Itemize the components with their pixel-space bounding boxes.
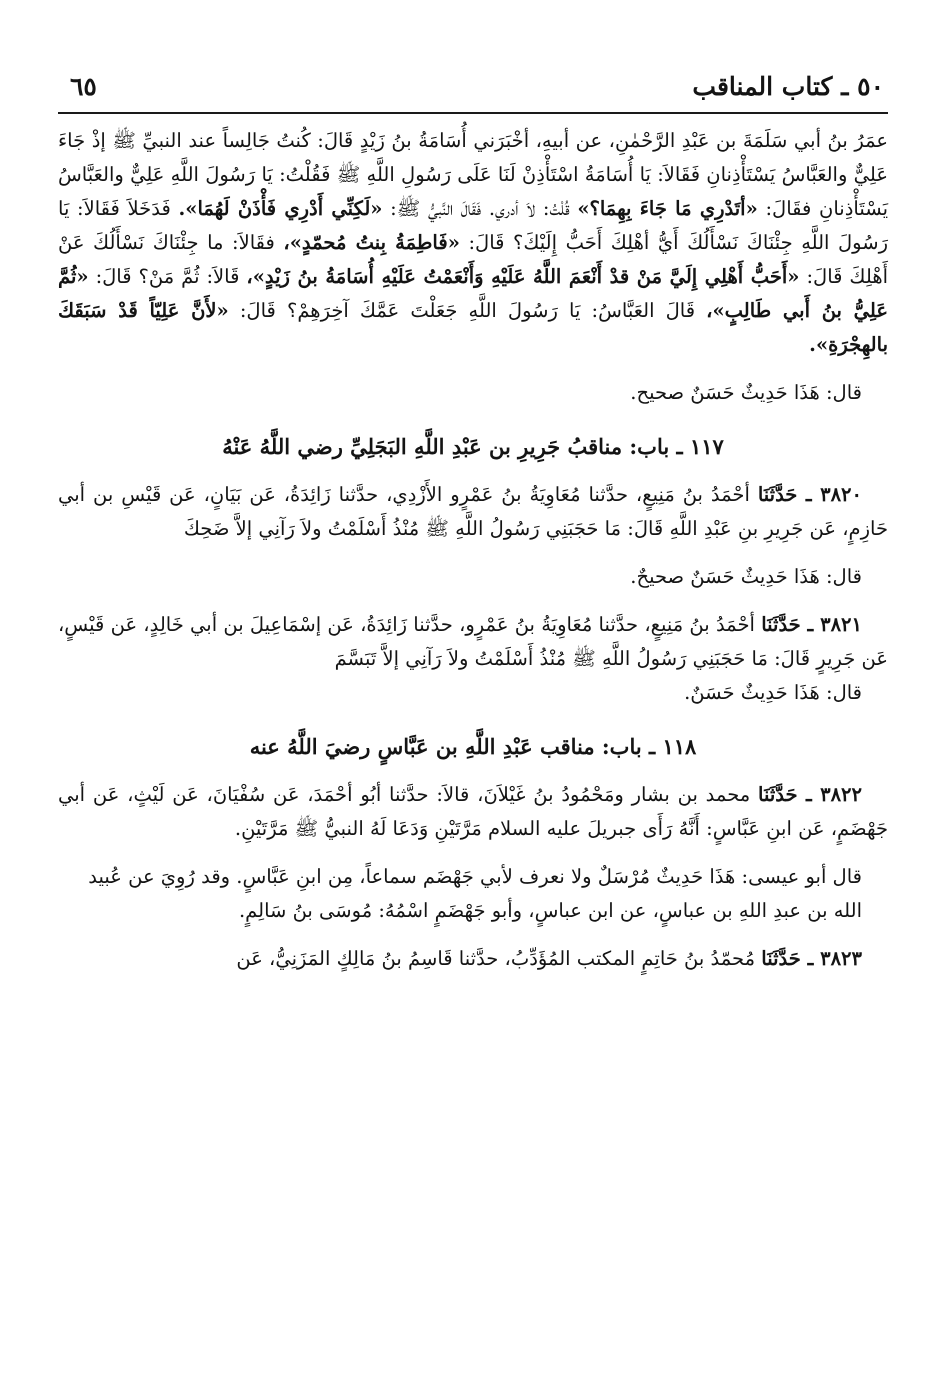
hadith-text: أحْمَدُ بنُ مَنِيعٍ، حدَّثنا مُعَاوِيَةُ بنُ عَمْرٍو الأَزْدِي، حدَّثنا زَائِدَةُ، عَن بَيَانٍ، عَن قَيْسِ بن أبي حَازِمٍ، عَن جَرِيرِ بنِ عَبْدِ اللَّهِ قَالَ: مَا حَجَبَنِي رَسُولُ اللَّهِ ﷺ مُنْذُ أَسْلَمْتُ ولاَ رَآنِي إلاَّ ضَحِكَ — [58, 483, 888, 540]
page-number: ٦٥ — [70, 72, 97, 101]
grading-note: قال: هَذَا حَدِيثٌ حَسَنٌ صحيح. — [630, 381, 862, 404]
prophet-speech: «أَحَبُّ أَهْلِي إِلَيَّ مَنْ قدْ أَنْعَمَ اللَّهُ عَلَيْهِ وَأَنْعَمْتُ عَلَيْهِ أُسَامَةُ بنُ زَيْدٍ»، — [246, 265, 800, 288]
hadith-number: ٣٨٢١ ـ حَدَّثَنَا — [761, 613, 863, 636]
hadith-text: أحْمَدُ بنُ مَنِيعٍ، حدَّثنا مُعَاوِيَةُ بنُ عَمْرٍو، حدَّثنا زَائِدَةُ، عَن إسْمَاعِيلَ بن أبي خَالِدٍ، عَن قَيْسٍ، عَن جَرِيرٍ قَالَ: مَا حَجَبَنِي رَسُولُ اللَّهِ ﷺ مُنْذُ أَسْلَمْتُ ولاَ رَآنِي إلاَّ تَبَسَّمَ — [58, 613, 888, 670]
grading-note: قال: هَذَا حَدِيثٌ حَسَنٌ. — [684, 681, 862, 704]
hadith-3823 — [58, 942, 888, 976]
hadith-3821 — [58, 608, 888, 676]
commentary-note: قال أبو عيسى: هَذَا حَدِيثٌ مُرْسَلٌ ولا نعرف لأبي جَهْضَم سماعاً، مِن ابنِ عَبَّاسٍ. وقد رُوِيَ عن عُبيد الله بن عبدِ اللهِ بن عباسٍ، عن ابن عباسٍ، وأبو جَهْضَمٍ اسْمُهُ: مُوسَى بنُ سَالِمٍ. — [88, 865, 862, 922]
text-segment: فَدَخَلاَ فَقَالاَ: يَا رَسُولَ اللَّهِ جِئْنَاكَ نَسْأَلُكَ أَيُّ أهْلِكَ أَحَبُّ إِلَيْكَ؟ قَالَ: — [58, 197, 889, 254]
prophet-speech: «لأَنَّ عَلِيّاً قَدْ سَبَقَكَ بالهِجْرَةِ». — [58, 299, 888, 356]
running-header — [58, 60, 888, 114]
text-segment: قُلْتُ: لاَ أدري. فَقَالَ النَّبيُّ ﷺ: — [390, 197, 570, 220]
text-segment: قَالاَ: ثُمَّ مَنْ؟ قَالَ: — [95, 265, 240, 288]
hadith-text: محمد بن بشار ومَحْمُودُ بنُ غَيْلاَنَ، قالاَ: حدَّثنا أبُو أحْمَدَ، عَن سُفْيَانَ، عَن لَيْثٍ، عَن أبي جَهْضَمٍ، عَن ابنِ عَبَّاسٍ: أَنَّهُ رَأَى جبريلَ عليه السلام مَرَّتَيْنِ وَدَعَا لَهُ النبيُّ ﷺ مَرَّتَيْنِ. — [58, 783, 888, 840]
chapter-heading-118: ١١٨ ـ باب: مناقب عَبْدِ اللَّهِ بن عَبَّاسٍ رضيَ اللَّهُ عنه — [249, 734, 697, 759]
hadith-number: ٣٨٢٣ ـ حَدَّثَنَا — [761, 947, 862, 970]
text-segment: فقَالاَ: ما جِئْنَاكَ نَسْأَلُكَ عَنْ أَهْلِكَ قَالَ: — [58, 231, 889, 288]
prophet-speech: «فَاطِمَةُ بِنتُ مُحمّدٍ»، — [283, 231, 460, 254]
grading-note: قال: هَذَا حَدِيثٌ حَسَنٌ صحيحٌ. — [630, 565, 862, 588]
prophet-speech: «أتَدْرِي مَا جَاءَ بِهِمَا؟» — [577, 197, 758, 220]
prophet-speech: «لَكِنِّي أَدْرِي فَأْذَنْ لَهُمَا». — [178, 197, 383, 220]
chapter-heading-117: ١١٧ ـ باب: مناقبُ جَرِيرِ بن عَبْدِ اللَّهِ البَجَلِيِّ رضي اللَّهُ عَنْهُ — [222, 434, 724, 459]
text-segment: عمَرُ بنُ أبي سَلَمَةَ بن عَبْدِ الرَّحْمٰنِ، عن أبيهِ، أخْبَرَني أُسَامَةُ بنُ زَيْدٍ قَالَ: كُنتُ جَالِساً عند النبيِّ ﷺ إذْ جَاءَ عَلِيٌّ والعَبَّاسُ يَسْتَأْذِنانِ فَقَالاَ: يَا أُسَامَةُ اسْتَأْذِنْ لَنَا عَلَى رَسُولِ اللَّهِ ﷺ فَقُلْتُ: يَا رَسُولَ اللَّهِ عَلِيٌّ والعَبَّاسُ يَسْتَأْذِنانِ فقَالَ: — [58, 129, 889, 220]
chapter-title: ٥٠ ـ كتاب المناقب — [692, 72, 884, 101]
hadith-number: ٣٨٢٠ ـ حَدَّثَنَا — [757, 483, 862, 506]
prophet-speech: «ثُمَّ عَلِيُّ بنُ أَبي طَالِبٍ»، — [58, 265, 889, 322]
hadith-3820 — [58, 478, 888, 546]
continuation-paragraph — [58, 124, 888, 362]
document-page — [58, 60, 888, 1360]
text-segment: قَالَ العَبَّاسُ: يَا رَسُولَ اللَّهِ جَعَلْتَ عَمَّكَ آخِرَهِمْ؟ قَالَ: — [239, 299, 696, 322]
hadith-text: مُحمّدُ بنُ حَاتِمٍ المكتب المُؤَدِّبُ، حدَّثنا قَاسِمُ بنُ مَالِكٍ المَزَنِيُّ، عَن — [236, 947, 756, 970]
hadith-3822 — [58, 778, 888, 846]
hadith-number: ٣٨٢٢ ـ حَدَّثَنَا — [758, 783, 862, 806]
